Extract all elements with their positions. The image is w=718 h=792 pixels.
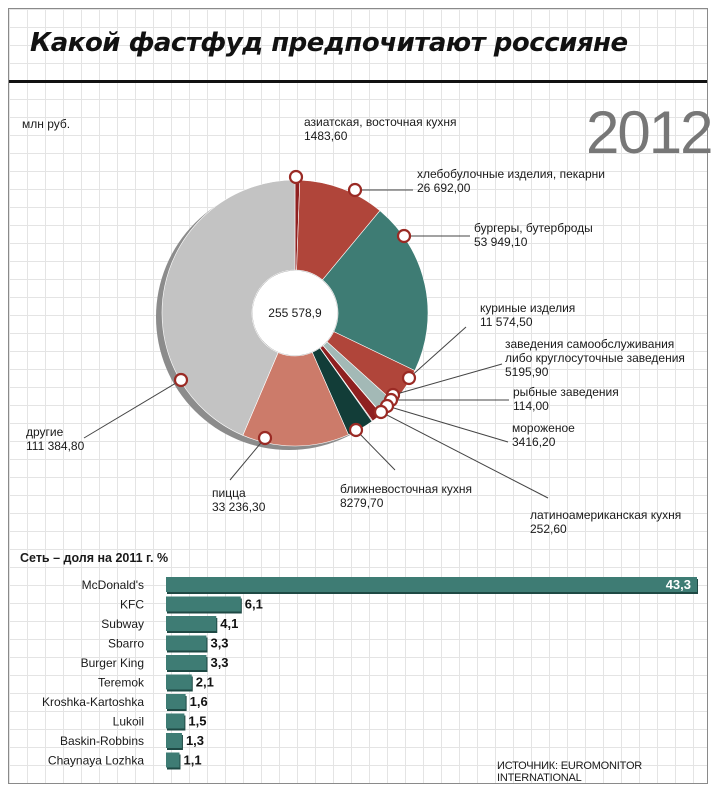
slice-value-1: 26 692,00 [417, 181, 471, 195]
slice-value-7: 252,60 [530, 522, 567, 536]
bar-3 [166, 636, 206, 651]
bar-8 [166, 733, 182, 748]
bar-value-2: 4,1 [220, 616, 239, 631]
bar-chart [42, 577, 698, 770]
slice-value-0: 1483,60 [304, 129, 348, 143]
callout-8 [340, 424, 472, 510]
bar-category-9: Chaynaya Lozhka [47, 753, 144, 768]
bar-row-9 [48, 753, 202, 770]
callout-1 [349, 167, 605, 196]
bar-category-0: McDonald's [81, 578, 144, 592]
bar-category-1: KFC [120, 597, 144, 612]
slice-name-2: бургеры, бутерброды [474, 221, 593, 235]
slice-value-10: 111 384,80 [26, 439, 85, 453]
callout-10 [26, 374, 187, 453]
bar-0 [166, 577, 697, 592]
bar-row-5 [98, 675, 214, 692]
bar-row-3 [108, 636, 229, 653]
bar-category-4: Burger King [80, 656, 144, 670]
bar-value-6: 1,6 [189, 694, 208, 709]
slice-name-4: заведения самообслуживания [505, 337, 675, 351]
bar-value-0: 43,3 [665, 577, 691, 592]
slice-name-9: пицца [212, 486, 246, 500]
callout-marker-7 [375, 406, 387, 418]
callout-marker-9 [259, 432, 271, 444]
year-label: 2012 [586, 99, 712, 166]
slice-name2-4: либо круглосуточные заведения [505, 351, 685, 365]
bar-value-8: 1,3 [185, 733, 205, 748]
slice-name-0: азиатская, восточная кухня [304, 115, 457, 129]
callout-9 [212, 432, 271, 514]
bar-9 [166, 753, 179, 768]
bar-row-7 [113, 714, 207, 731]
bar-value-7: 1,5 [188, 713, 207, 729]
bar-5 [166, 675, 192, 690]
slice-name-8: ближневосточная кухня [340, 482, 472, 496]
bar-category-2: Subway [101, 617, 144, 631]
bar-value-3: 3,3 [210, 635, 229, 651]
slice-value-5: 114,00 [513, 399, 549, 413]
page-title: Какой фастфуд предпочитают россияне [30, 28, 628, 58]
donut-total-label: 255 578,9 [268, 306, 322, 320]
bar-value-1: 6,1 [244, 596, 263, 612]
bar-row-0 [82, 577, 698, 594]
bar-row-4 [81, 655, 229, 672]
slice-name-10: другие [26, 425, 64, 439]
bar-value-9: 1,1 [183, 752, 202, 768]
bar-7 [166, 714, 184, 729]
bar-category-3: Sbarro [107, 636, 144, 651]
slice-value-4: 5195,90 [505, 365, 549, 379]
slice-value-9: 33 236,30 [212, 500, 266, 514]
bar-row-1 [120, 597, 263, 614]
bar-chart-title: Сеть – доля на 2011 г. % [20, 551, 169, 565]
slice-name-6: мороженое [512, 421, 575, 435]
slice-value-3: 11 574,50 [480, 315, 533, 329]
callout-line-10 [84, 380, 181, 438]
bar-category-8: Baskin-Robbins [59, 734, 144, 748]
callout-marker-0 [290, 171, 302, 183]
bar-category-5: Teremok [97, 675, 144, 690]
callout-5 [385, 385, 619, 413]
callout-marker-10 [175, 374, 187, 386]
bar-6 [166, 694, 186, 709]
bar-row-8 [60, 733, 204, 750]
unit-label: млн руб. [22, 117, 71, 131]
bar-value-4: 3,3 [210, 655, 229, 670]
slice-name-3: куриные изделия [480, 301, 576, 315]
callout-marker-2 [398, 230, 410, 242]
slice-name-7: латиноамериканская кухня [530, 508, 682, 522]
bar-category-6: Kroshka-Kartoshka [41, 695, 144, 709]
bar-row-6 [42, 694, 208, 711]
bar-category-7: Lukoil [112, 714, 144, 729]
bar-value-5: 2,1 [195, 674, 214, 690]
slice-value-8: 8279,70 [340, 496, 384, 510]
source-note: ИСТОЧНИК: EUROMONITOR INTERNATIONAL [497, 760, 643, 784]
slice-value-6: 3416,20 [512, 435, 556, 449]
callout-marker-3 [403, 372, 415, 384]
slice-name-5: рыбные заведения [513, 385, 619, 399]
bar-4 [166, 655, 206, 670]
callout-line-9 [230, 438, 265, 480]
donut-chart [26, 115, 685, 536]
callout-marker-1 [349, 184, 361, 196]
callout-2 [398, 221, 593, 249]
bar-2 [166, 616, 216, 631]
callout-line-8 [356, 430, 395, 470]
slice-value-2: 53 949,10 [474, 235, 528, 249]
callout-marker-8 [350, 424, 362, 436]
bar-1 [166, 597, 241, 612]
slice-name-1: хлебобулочные изделия, пекарни [417, 167, 605, 181]
bar-row-2 [101, 616, 238, 633]
